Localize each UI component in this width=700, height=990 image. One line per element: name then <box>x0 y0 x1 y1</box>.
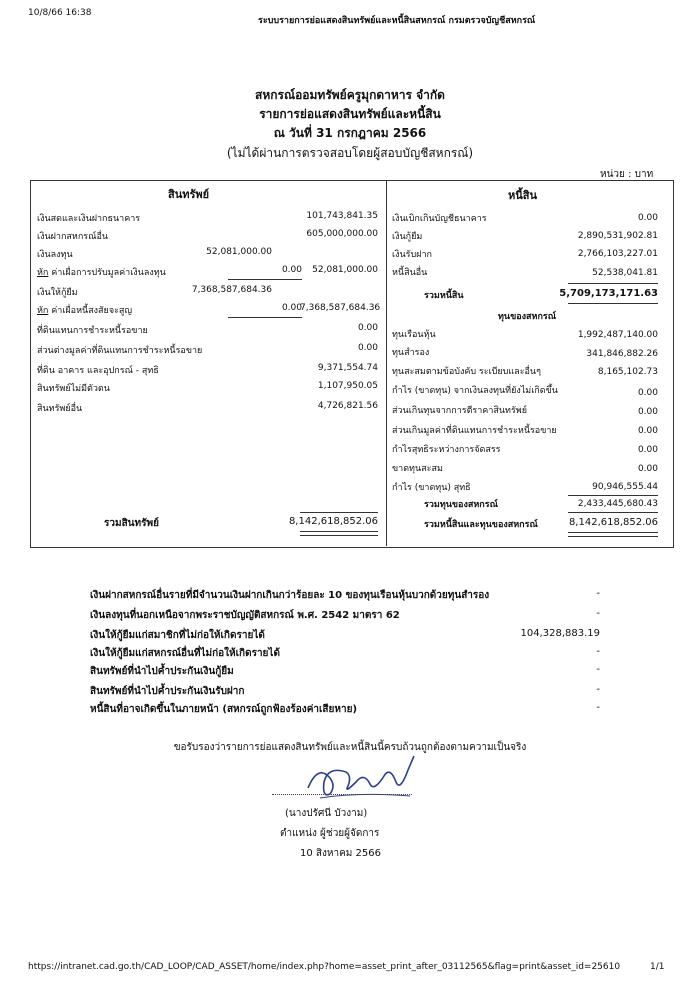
equity-label: ส่วนเกินทุนจากการตีราคาสินทรัพย์ <box>392 406 527 416</box>
equity-amount: 0.00 <box>637 388 658 398</box>
total-equity-amount: 2,433,445,680.43 <box>577 499 658 509</box>
page-number: 1/1 <box>650 962 665 972</box>
asset-amount: 0.00 <box>357 323 378 333</box>
note-value: - <box>596 608 600 619</box>
note-label: เงินให้กู้ยืมแก่สหกรณ์อื่นที่ไม่ก่อให้เกิดรายได้ <box>90 648 280 659</box>
equity-label: ขาดทุนสะสม <box>392 464 443 474</box>
equity-label: กำไร (ขาดทุน) จากเงินลงทุนที่ยังไม่เกิดขึ้น <box>392 386 558 396</box>
liability-label: เงินกู้ยืม <box>392 232 423 242</box>
liability-amount: 2,766,103,227.01 <box>577 249 658 259</box>
report-date: ณ วันที่ 31 กรกฎาคม 2566 <box>273 126 427 140</box>
asset-label: เงินให้กู้ยืม <box>37 288 78 298</box>
note-label: หนี้สินที่อาจเกิดขึ้นในภายหน้า (สหกรณ์ถูกฟ้องร้องค่าเสียหาย) <box>90 704 358 715</box>
equity-amount: 8,165,102.73 <box>597 367 658 377</box>
asset-label: เงินฝากสหกรณ์อื่น <box>37 232 109 242</box>
asset-label-text: ค่าเผื่อการปรับมูลค่าเงินลงทุน <box>48 268 166 278</box>
equity-label: ทุนสะสมตามข้อบังคับ ระเบียบและอื่นๆ <box>392 367 541 377</box>
liability-amount: 52,538,041.81 <box>592 268 658 278</box>
note-label: เงินให้กู้ยืมแก่สมาชิกที่ไม่ก่อให้เกิดรายได้ <box>90 630 265 641</box>
report-system-name: ระบบรายการย่อแสดงสินทรัพย์และหนี้สินสหกรณ์ กรมตรวจบัญชีสหกรณ์ <box>258 16 536 26</box>
total-liabilities-label: รวมหนี้สิน <box>424 291 464 301</box>
equity-amount: 1,992,487,140.00 <box>577 330 658 340</box>
coop-name: สหกรณ์ออมทรัพย์ครูมุกดาหาร จำกัด <box>255 88 445 102</box>
asset-amount: 605,000,000.00 <box>306 229 378 239</box>
asset-amount: 4,726,821.56 <box>317 401 378 411</box>
asset-amount: 101,743,841.35 <box>306 211 378 221</box>
subtotal-rule <box>228 317 302 318</box>
total-assets-amount: 8,142,618,852.06 <box>288 516 378 527</box>
equity-label: กำไรสุทธิระหว่างการจัดสรร <box>392 445 501 455</box>
equity-label: ทุนสำรอง <box>392 348 430 358</box>
equity-amount: 0.00 <box>637 426 658 436</box>
audit-note: (ไม่ได้ผ่านการตรวจสอบโดยผู้สอบบัญชีสหกรณ์) <box>226 146 474 160</box>
asset-amount: 52,081,000.00 <box>312 265 378 275</box>
total-rule <box>568 495 658 496</box>
asset-amount: 1,107,950.05 <box>317 381 378 391</box>
note-value: - <box>596 684 600 695</box>
note-value: 104,328,883.19 <box>520 628 600 639</box>
asset-subamount: 52,081,000.00 <box>206 247 272 257</box>
note-label: สินทรัพย์ที่นำไปค้ำประกันเงินรับฝาก <box>90 686 245 697</box>
liability-label: หนี้สินอื่น <box>392 268 428 278</box>
asset-amount: 9,371,554.74 <box>317 363 378 373</box>
total-rule <box>568 303 658 304</box>
asset-subamount: 0.00 <box>281 265 302 275</box>
asset-subamount: 7,368,587,684.36 <box>191 285 272 295</box>
equity-amount: 90,946,555.44 <box>592 482 658 492</box>
page-url: https://intranet.cad.go.th/CAD_LOOP/CAD_ASSET/home/index.php?home=asset_print_after_03112565&flag=print&asset_id=25610 <box>28 962 621 972</box>
deduct-prefix: หัก <box>37 268 49 278</box>
asset-subamount: 0.00 <box>281 303 302 313</box>
subtotal-rule <box>228 279 302 280</box>
grand-total-label: รวมหนี้สินและทุนของสหกรณ์ <box>424 520 538 530</box>
asset-label <box>37 265 166 279</box>
deduct-prefix: หัก <box>37 306 49 316</box>
note-label: เงินลงทุนที่นอกเหนือจากพระราชบัญญัติสหกรณ์ พ.ศ. 2542 มาตรา 62 <box>90 610 400 621</box>
print-datetime: 10/8/66 16:38 <box>28 8 92 18</box>
liability-label: เงินเบิกเกินบัญชีธนาคาร <box>392 214 487 224</box>
certification-statement: ขอรับรองว่ารายการย่อแสดงสินทรัพย์และหนี้สินนี้ครบถ้วนถูกต้องตามความเป็นจริง <box>173 742 527 753</box>
total-rule <box>568 283 658 284</box>
note-label: สินทรัพย์ที่นำไปค้ำประกันเงินกู้ยืม <box>90 666 234 677</box>
asset-label: เงินสดและเงินฝากธนาคาร <box>37 214 141 224</box>
grand-total-amount: 8,142,618,852.06 <box>568 517 658 528</box>
column-divider <box>386 180 387 546</box>
assets-heading: สินทรัพย์ <box>168 188 210 201</box>
asset-label: สินทรัพย์ไม่มีตัวตน <box>37 384 110 394</box>
asset-label: ส่วนต่างมูลค่าที่ดินแทนการชำระหนี้รอขาย <box>37 346 203 356</box>
note-value: - <box>596 702 600 713</box>
unit-label: หน่วย : บาท <box>600 169 654 180</box>
note-value: - <box>596 646 600 657</box>
asset-label: สินทรัพย์อื่น <box>37 404 83 414</box>
equity-amount: 341,846,882.26 <box>586 349 658 359</box>
asset-amount: 0.00 <box>357 343 378 353</box>
equity-amount: 0.00 <box>637 464 658 474</box>
total-equity-label: รวมทุนของสหกรณ์ <box>424 500 498 510</box>
total-assets-label: รวมสินทรัพย์ <box>104 518 159 529</box>
asset-amount: 7,368,587,684.36 <box>300 303 381 313</box>
total-rule <box>568 512 658 513</box>
equity-label: ส่วนเกินมูลค่าที่ดินแทนการชำระหนี้รอขาย <box>392 426 557 436</box>
signature-line <box>272 794 412 795</box>
liability-label: เงินรับฝาก <box>392 250 432 260</box>
double-rule <box>568 532 658 537</box>
signer-name: (นางปรัศนี บัวงาม) <box>285 808 368 819</box>
total-rule <box>300 512 378 513</box>
signature-date: 10 สิงหาคม 2566 <box>300 848 382 859</box>
equity-heading: ทุนของสหกรณ์ <box>498 312 557 322</box>
asset-label: ที่ดิน อาคาร และอุปกรณ์ - สุทธิ <box>37 366 159 376</box>
total-liabilities-amount: 5,709,173,171.63 <box>559 288 658 299</box>
liabilities-heading: หนี้สิน <box>508 189 538 202</box>
double-rule <box>300 531 378 536</box>
equity-label: กำไร (ขาดทุน) สุทธิ <box>392 483 471 493</box>
asset-label-text: ค่าเผื่อหนี้สงสัยจะสูญ <box>48 306 133 316</box>
asset-label: เงินลงทุน <box>37 250 73 260</box>
equity-amount: 0.00 <box>637 407 658 417</box>
asset-label <box>37 303 132 317</box>
equity-amount: 0.00 <box>637 445 658 455</box>
note-value: - <box>596 664 600 675</box>
note-label: เงินฝากสหกรณ์อื่นรายที่มีจำนวนเงินฝากเกินกว่าร้อยละ 10 ของทุนเรือนหุ้นบวกด้วยทุนสำรอง <box>90 590 490 601</box>
asset-label: ที่ดินแทนการชำระหนี้รอขาย <box>37 326 148 336</box>
liability-amount: 0.00 <box>637 213 658 223</box>
report-title: รายการย่อแสดงสินทรัพย์และหนี้สิน <box>259 107 441 121</box>
note-value: - <box>596 588 600 599</box>
signer-position: ตำแหน่ง ผู้ช่วยผู้จัดการ <box>280 828 380 839</box>
equity-label: ทุนเรือนหุ้น <box>392 330 436 340</box>
liability-amount: 2,890,531,902.81 <box>577 231 658 241</box>
